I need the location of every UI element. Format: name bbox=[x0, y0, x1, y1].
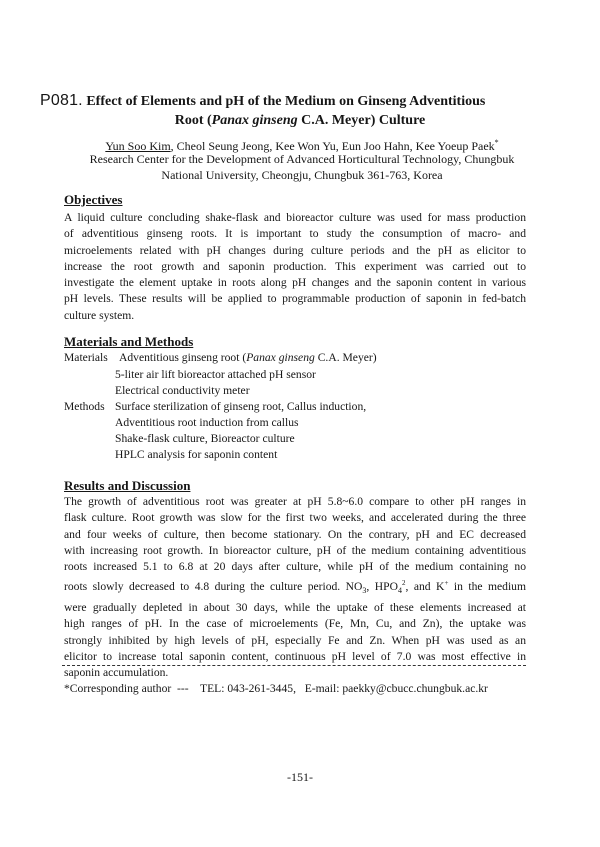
footnote-tel: TEL: 043-261-3445, bbox=[200, 682, 296, 695]
methods-item-2: Adventitious root induction from callus bbox=[115, 416, 299, 429]
objectives-paragraph bbox=[64, 210, 526, 324]
results-line: high ranges of pH. In the case of microelements (Fe, Mn, Cu, and Zn), the uptake was bbox=[64, 617, 526, 631]
results-line: flask culture. Root growth was slow for the first two weeks, and accelerated during the three bbox=[64, 511, 526, 525]
materials-item-1a: Adventitious ginseng root ( bbox=[119, 351, 247, 364]
results-line-ions bbox=[64, 575, 526, 599]
footnote-dashes: --- bbox=[177, 682, 189, 695]
footnote-label: *Corresponding author bbox=[64, 682, 172, 695]
title-line-2 bbox=[40, 111, 560, 131]
phosphate-subscript: 4 bbox=[397, 586, 402, 596]
methods-label: Methods bbox=[64, 400, 105, 413]
poster-code: P081. bbox=[40, 92, 83, 109]
affiliation-line-2: National University, Cheongju, Chungbuk 361-763, Korea bbox=[161, 168, 443, 182]
co-authors: , Cheol Seung Jeong, Kee Won Yu, Eun Joo Hahn, Kee Yoeup Paek bbox=[170, 139, 495, 153]
methods-item-3: Shake-flask culture, Bioreactor culture bbox=[115, 432, 295, 445]
title-text-2a: Root ( bbox=[174, 113, 212, 128]
results-line: strongly inhibited by high levels of pH, especially Fe and Zn. When pH was used as an bbox=[64, 633, 526, 647]
potassium-superscript: + bbox=[444, 579, 449, 588]
corresponding-footnote bbox=[64, 682, 488, 695]
corresponding-mark: * bbox=[494, 138, 499, 147]
materials-item-1-italic: Panax ginseng bbox=[246, 351, 315, 364]
results-line: The growth of adventitious root was greater at pH 5.8~6.0 compare to other pH ranges in bbox=[64, 495, 526, 508]
results-line-6c: , and K bbox=[405, 580, 445, 594]
results-paragraph bbox=[64, 494, 526, 681]
results-line-6a: roots slowly decreased to 4.8 during the culture period. NO bbox=[64, 580, 363, 594]
results-line: and four weeks of culture, then become stationary. On the contrary, pH and EC decreased bbox=[64, 527, 526, 541]
objectives-heading: Objectives bbox=[64, 192, 123, 207]
affiliation-line-1: Research Center for the Development of Advanced Horticultural Technology, Chungbuk bbox=[89, 152, 515, 166]
methods-item-1: Surface sterilization of ginseng root, Callus induction, bbox=[115, 400, 367, 413]
title-block bbox=[40, 92, 560, 131]
materials-item-1 bbox=[119, 350, 377, 366]
results-heading: Results and Discussion bbox=[64, 478, 191, 493]
footnote-email[interactable]: E-mail: paekky@cbucc.chungbuk.ac.kr bbox=[304, 682, 488, 695]
affiliation bbox=[62, 151, 542, 183]
dashed-divider bbox=[62, 665, 526, 666]
methods-item-4: HPLC analysis for saponin content bbox=[115, 448, 278, 461]
phosphate-superscript: 2 bbox=[401, 579, 406, 588]
page-number: -151- bbox=[287, 770, 313, 784]
materials-label: Materials bbox=[64, 351, 108, 364]
results-line: saponin accumulation. bbox=[64, 666, 169, 680]
materials-item-2: 5-liter air lift bioreactor attached pH sensor bbox=[115, 368, 316, 381]
objectives-line: culture system. bbox=[64, 308, 135, 322]
objectives-line: increase the root growth and saponin production. This experiment was carried out to bbox=[64, 259, 526, 273]
results-line: with increasing root growth. In bioreactor culture, pH of the medium containing adventitious bbox=[64, 543, 526, 557]
results-line-6d: in the medium bbox=[448, 580, 526, 594]
results-line: were gradually depleted in about 30 days, while the uptake of these elements increased at bbox=[64, 600, 526, 614]
title-text-2b: C.A. Meyer) Culture bbox=[297, 113, 426, 128]
first-author: Yun Soo Kim bbox=[105, 139, 171, 153]
results-line-6b: , HPO bbox=[366, 580, 398, 594]
title-line-1 bbox=[40, 92, 560, 111]
results-line: elicitor to increase total saponin content, continuous pH level of 7.0 was most effective in bbox=[64, 649, 526, 663]
nitrate-subscript: 3 bbox=[362, 586, 367, 596]
title-species-italic: Panax ginseng bbox=[211, 113, 298, 128]
title-text-1: Effect of Elements and pH of the Medium on Ginseng Adventitious bbox=[86, 94, 486, 109]
objectives-line: A liquid culture concluding shake-flask and bioreactor culture was used for mass production bbox=[64, 211, 526, 224]
objectives-line: of adventitious ginseng roots. It is important to study the consumption of macro- and bbox=[64, 227, 526, 241]
materials-item-1b: C.A. Meyer) bbox=[314, 351, 377, 364]
results-line: roots increased 5.1 to 6.8 at 20 days after culture, while pH of the medium containing no bbox=[64, 560, 526, 574]
materials-methods-heading: Materials and Methods bbox=[64, 334, 194, 349]
objectives-line: microelements related with pH changes during culture periods and the pH as elicitor to bbox=[64, 243, 526, 257]
materials-item-3: Electrical conductivity meter bbox=[115, 384, 250, 397]
objectives-line: investigate the element uptake in roots along pH changes and the saponin content in various bbox=[64, 276, 526, 290]
objectives-line: pH levels. These results will be applied to programmable production of saponin in fed-batch bbox=[64, 292, 526, 306]
